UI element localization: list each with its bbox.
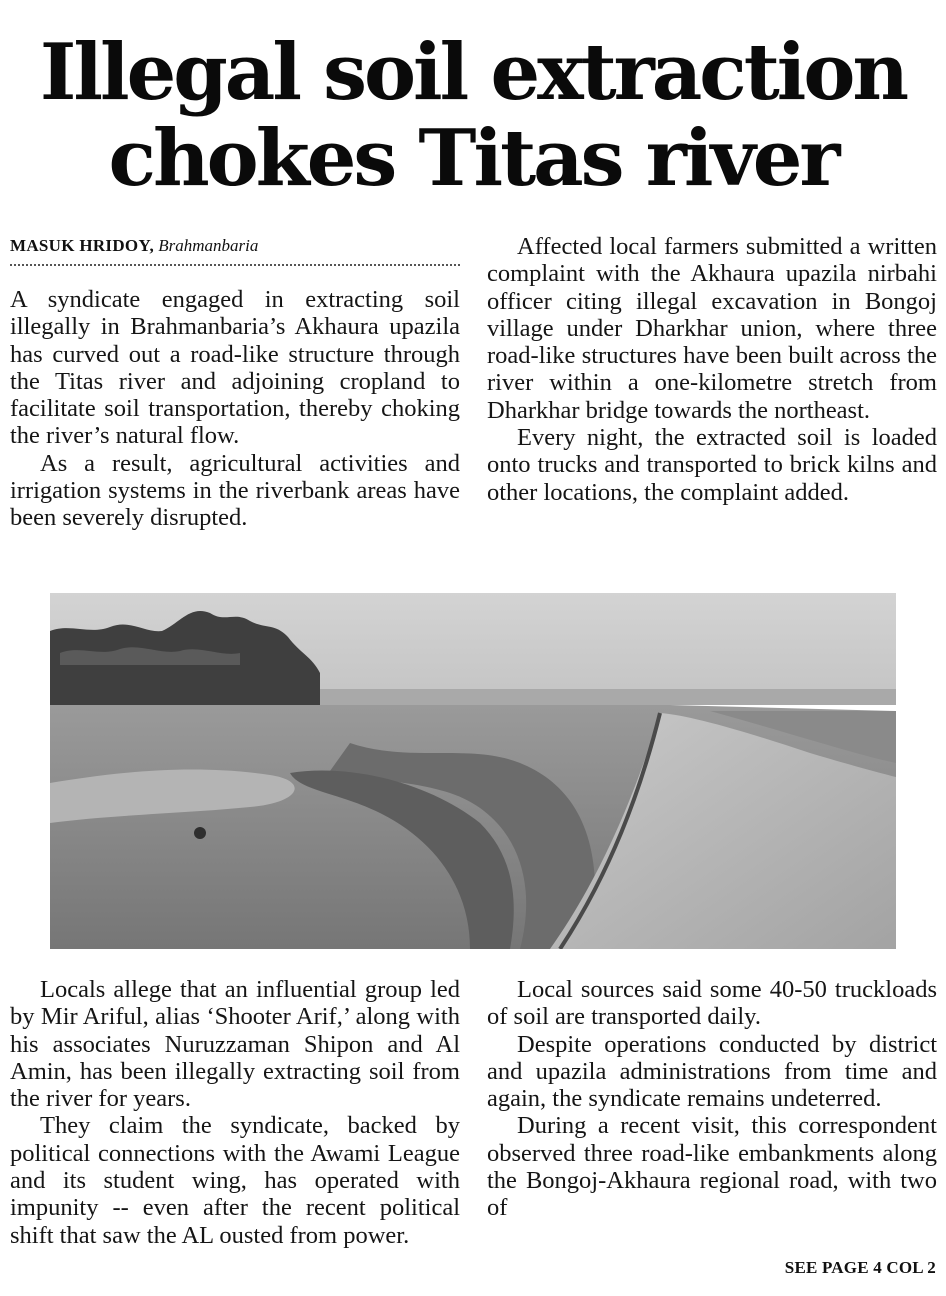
headline-line-2: chokes Titas river [108, 113, 838, 204]
article-column-1 [10, 286, 460, 532]
headline-line-1: Illegal soil extraction [39, 27, 907, 118]
paragraph: As a result, agricultural activities and irrigation systems in the riverbank areas have been severely disrupted. [10, 449, 460, 532]
paragraph: They claim the syndicate, backed by political connections with the Awami League and its student wing, has operated with impunity -- even after the recent political shift that saw the AL ousted from power. [10, 1112, 460, 1249]
paragraph: Local sources said some 40-50 truckloads of soil are transported daily. [487, 976, 937, 1031]
byline [10, 234, 460, 266]
river-photo [50, 593, 896, 949]
article-column-3 [10, 976, 460, 1249]
photo-cow [194, 827, 206, 839]
paragraph: During a recent visit, this correspondent observed three road-like embankments along the Bongoj-Akhaura regional road, with two of [487, 1112, 937, 1222]
headline [0, 27, 946, 204]
byline-author: MASUK HRIDOY, [10, 236, 155, 255]
paragraph: Locals allege that an influential group led by Mir Ariful, alias ‘Shooter Arif,’ along with his associates Nuruzzaman Shipon and Al Amin, has been illegally extracting soil from the river for years. [10, 976, 460, 1113]
article-column-4 [487, 976, 937, 1222]
continuation-note: SEE PAGE 4 COL 2 [784, 1258, 936, 1277]
paragraph: Every night, the extracted soil is loaded onto trucks and transported to brick kilns and other locations, the complaint added. [487, 424, 937, 506]
byline-location: Brahmanbaria [158, 236, 259, 255]
paragraph: A syndicate engaged in extracting soil illegally in Brahmanbaria’s Akhaura upazila has curved out a road-like structure through the Titas river and adjoining cropland to facilitate soil transportation, thereby choking the river’s natural flow. [10, 286, 460, 450]
article-column-2 [487, 233, 937, 506]
paragraph: Despite operations conducted by district and upazila administrations from time and again, the syndicate remains undeterred. [487, 1030, 937, 1113]
paragraph: Affected local farmers submitted a written complaint with the Akhaura upazila nirbahi officer citing illegal excavation in Bongoj village under Dharkhar union, where three road-like structures have been built across the river within a one-kilometre stretch from Dharkhar bridge towards the northeast. [487, 233, 937, 424]
